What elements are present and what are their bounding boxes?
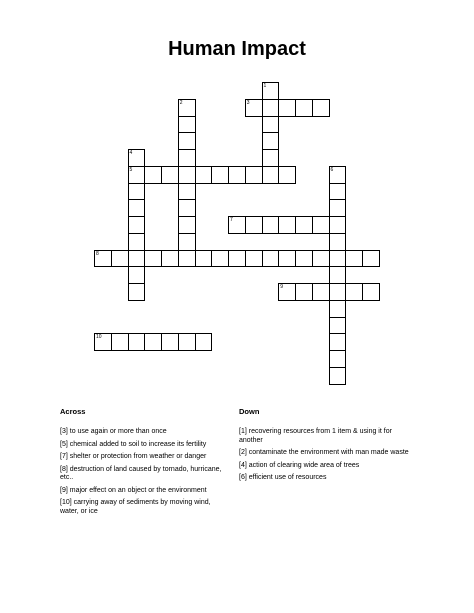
grid-cell[interactable] bbox=[178, 199, 196, 217]
grid-cell[interactable] bbox=[178, 250, 196, 268]
grid-cell[interactable] bbox=[178, 233, 196, 251]
grid-cell[interactable] bbox=[329, 166, 347, 184]
grid-cell[interactable] bbox=[111, 333, 129, 351]
grid-cell[interactable] bbox=[345, 283, 363, 301]
grid-cell[interactable] bbox=[228, 216, 246, 234]
grid-cell[interactable] bbox=[161, 333, 179, 351]
grid-cell[interactable] bbox=[329, 199, 347, 217]
grid-cell[interactable] bbox=[128, 233, 146, 251]
cell-number: 4 bbox=[129, 150, 133, 156]
cell-number: 10 bbox=[96, 334, 102, 341]
grid-cell[interactable] bbox=[178, 99, 196, 117]
grid-cell[interactable] bbox=[262, 82, 280, 100]
grid-cell[interactable] bbox=[329, 216, 347, 234]
clue-across-7: [7] shelter or protection from weather or danger bbox=[60, 453, 207, 460]
cell-number: 2 bbox=[179, 99, 183, 106]
grid-cell[interactable] bbox=[262, 149, 280, 167]
down-clues bbox=[239, 407, 409, 487]
grid-cell[interactable] bbox=[362, 283, 380, 301]
clue-across-10: [10] carrying away of sediments by moving wind, water, or ice bbox=[60, 499, 211, 515]
page-title: Human Impact bbox=[168, 38, 306, 60]
grid-cell[interactable] bbox=[161, 166, 179, 184]
grid-cell[interactable] bbox=[295, 99, 313, 117]
grid-cell[interactable] bbox=[278, 250, 296, 268]
grid-cell[interactable] bbox=[262, 216, 280, 234]
across-heading: Across bbox=[60, 407, 86, 416]
grid-cell[interactable] bbox=[228, 250, 246, 268]
clue-down-4: [4] action of clearing wide area of trees bbox=[239, 461, 360, 469]
grid-cell[interactable] bbox=[262, 99, 280, 117]
grid-cell[interactable] bbox=[329, 183, 347, 201]
grid-cell[interactable] bbox=[128, 166, 146, 184]
grid-cell[interactable] bbox=[345, 250, 363, 268]
cell-number: 3 bbox=[246, 99, 250, 106]
grid-cell[interactable] bbox=[211, 250, 229, 268]
grid-cell[interactable] bbox=[144, 250, 162, 268]
grid-cell[interactable] bbox=[329, 300, 347, 318]
clue-across-3: [3] to use again or more than once bbox=[60, 428, 167, 435]
cell-number: 8 bbox=[96, 250, 99, 257]
grid-cell[interactable] bbox=[329, 283, 347, 301]
grid-cell[interactable] bbox=[329, 350, 347, 368]
grid-cell[interactable] bbox=[278, 166, 296, 184]
grid-cell[interactable] bbox=[128, 183, 146, 201]
grid-cell[interactable] bbox=[245, 166, 263, 184]
cell-number: 9 bbox=[280, 284, 284, 290]
grid-cell[interactable] bbox=[128, 149, 146, 167]
grid-cell[interactable] bbox=[195, 333, 213, 351]
grid-cell[interactable] bbox=[262, 250, 280, 268]
clue-down-2: [2] contaminate the environment with man made waste bbox=[239, 449, 409, 456]
grid-cell[interactable] bbox=[195, 166, 213, 184]
grid-cell[interactable] bbox=[295, 250, 313, 268]
clue-across-8: [8] destruction of land caused by tornado, hurricane, etc.. bbox=[60, 465, 222, 481]
grid-cell[interactable] bbox=[312, 216, 330, 234]
grid-cell[interactable] bbox=[278, 283, 296, 301]
grid-cell[interactable] bbox=[245, 99, 263, 117]
clue-down-1: [1] recovering resources from 1 item & using it for another bbox=[239, 428, 392, 444]
grid-cell[interactable] bbox=[128, 216, 146, 234]
grid-cell[interactable] bbox=[178, 166, 196, 184]
grid-cell[interactable] bbox=[144, 333, 162, 351]
clue-down-6: [6] efficient use of resources bbox=[239, 474, 327, 481]
grid-cell[interactable] bbox=[295, 216, 313, 234]
grid-cell[interactable] bbox=[94, 333, 112, 351]
down-heading: Down bbox=[239, 407, 260, 416]
grid-cell[interactable] bbox=[128, 333, 146, 351]
grid-cell[interactable] bbox=[161, 250, 179, 268]
grid-cell[interactable] bbox=[245, 216, 263, 234]
grid-cell[interactable] bbox=[312, 283, 330, 301]
grid-cell[interactable] bbox=[312, 99, 330, 117]
grid-cell[interactable] bbox=[312, 250, 330, 268]
grid-cell[interactable] bbox=[178, 132, 196, 150]
grid-cell[interactable] bbox=[329, 367, 347, 385]
grid-cell[interactable] bbox=[245, 250, 263, 268]
grid-cell[interactable] bbox=[144, 166, 162, 184]
grid-cell[interactable] bbox=[228, 166, 246, 184]
grid-cell[interactable] bbox=[94, 250, 112, 268]
grid-cell[interactable] bbox=[211, 166, 229, 184]
cell-number: 5 bbox=[129, 166, 133, 173]
grid-cell[interactable] bbox=[128, 199, 146, 217]
grid-cell[interactable] bbox=[178, 333, 196, 351]
grid-cell[interactable] bbox=[262, 166, 280, 184]
grid-cell[interactable] bbox=[128, 266, 146, 284]
clue-across-9: [9] major effect on an object or the environment bbox=[60, 486, 207, 494]
grid-cell[interactable] bbox=[262, 132, 280, 150]
cell-number: 7 bbox=[230, 217, 233, 223]
grid-cell[interactable] bbox=[178, 183, 196, 201]
cell-number: 1 bbox=[263, 83, 267, 89]
grid-cell[interactable] bbox=[128, 250, 146, 268]
clue-across-5: [5] chemical added to soil to increase its fertility bbox=[60, 440, 207, 448]
grid-cell[interactable] bbox=[295, 283, 313, 301]
across-clues bbox=[60, 407, 230, 520]
grid-cell[interactable] bbox=[329, 233, 347, 251]
cell-number: 6 bbox=[330, 166, 334, 173]
grid-cell[interactable] bbox=[178, 149, 196, 167]
grid-cell[interactable] bbox=[329, 333, 347, 351]
grid-cell[interactable] bbox=[362, 250, 380, 268]
grid-cell[interactable] bbox=[329, 266, 347, 284]
grid-cell[interactable] bbox=[128, 283, 146, 301]
grid-cell[interactable] bbox=[278, 216, 296, 234]
grid-cell[interactable] bbox=[178, 216, 196, 234]
grid-cell[interactable] bbox=[329, 250, 347, 268]
grid-cell[interactable] bbox=[111, 250, 129, 268]
grid-cell[interactable] bbox=[178, 116, 196, 134]
grid-cell[interactable] bbox=[195, 250, 213, 268]
grid-cell[interactable] bbox=[278, 99, 296, 117]
grid-cell[interactable] bbox=[262, 116, 280, 134]
grid-cell[interactable] bbox=[329, 317, 347, 335]
